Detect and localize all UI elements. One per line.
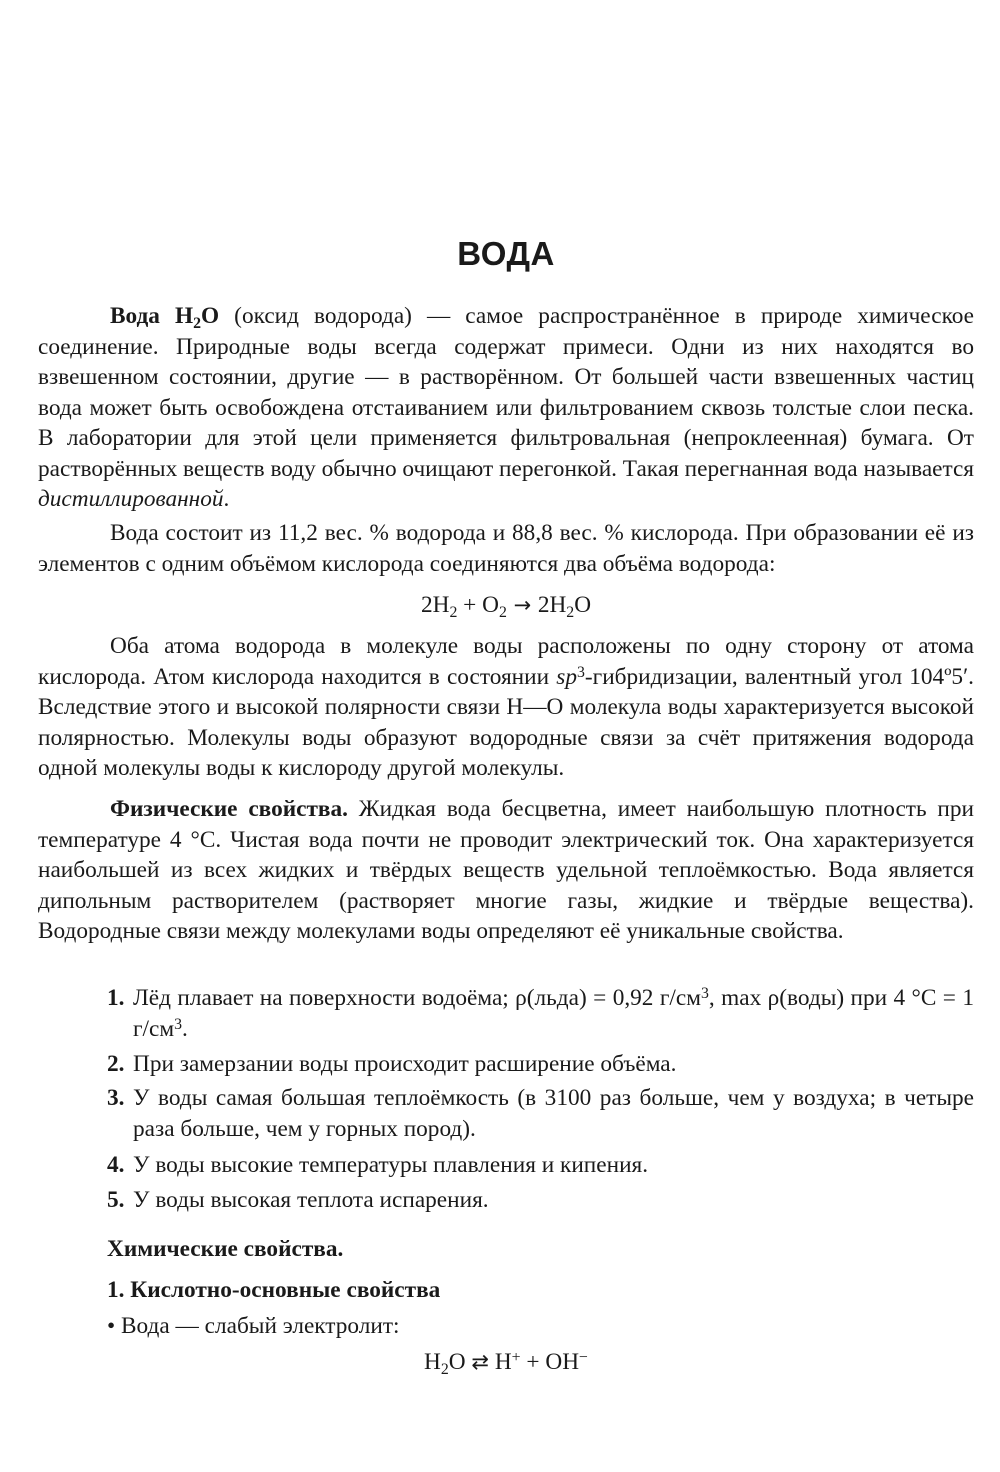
list-item: 4. У воды высокие температуры плавления и кипения. xyxy=(107,1152,649,1178)
page-title: ВОДА xyxy=(457,235,555,272)
paragraph-composition: Вода состоит из 11,2 вес. % водорода и 88,8 вес. % кислорода. При образовании её из элементов с одним объёмом кислорода соединяются два объёма водорода: xyxy=(38,520,974,577)
page xyxy=(38,0,974,1472)
list-item: 3. У воды самая большая теплоёмкость (в 3100 раз больше, чем у воздуха; в четыре раза больше, чем у горных пород). xyxy=(107,1085,974,1142)
physical-properties-heading: Физические свойства. xyxy=(110,796,348,822)
water-term: Вода H xyxy=(110,303,194,329)
reaction-arrow-icon: → xyxy=(506,593,538,617)
equilibrium-arrow-icon: ⇄ xyxy=(471,1350,489,1374)
acid-base-heading: 1. Кислотно-основные свойства xyxy=(107,1277,441,1303)
paragraph-structure: Оба атома водорода в молекуле воды расположены по одну сторону от атома кислорода. Атом кислорода находится в состоянии $sp^3$-гибридизации, валентный угол 104º5′. Вследствие этого и высокой полярности связи H—O молекула воды характеризуется высокой полярностью. Молекулы воды образуют водородные связи за счёт притяжения водорода одной молекулы воды к кислороду другой молекулы. xyxy=(38,633,974,781)
paragraph-intro: Вода $H_2O$ (оксид водорода) — самое распространённое в природе химическое соединение. Природные воды всегда содержат примеси. Одни из них находятся во взвешенном состоянии, другие — в растворённом. От большей части взвешенных частиц вода может быть освобождена отстаиванием или фильтрованием сквозь толстые слои песка. В лаборатории для этой цели применяется фильтровальная (непроклеенная) бумага. От растворённых веществ воду обычно очищают перегонкой. Такая перегнанная вода называется дистиллированной. xyxy=(38,303,975,512)
paragraph-physical: Физические свойства. Жидкая вода бесцветна, имеет наибольшую плотность при температуре 4 °С. Чистая вода почти не проводит электрический ток. Она характеризуется наибольшей из всех жидких и твёрдых веществ удельной теплоёмкостью. Вода является дипольным растворителем (растворяет многие газы, жидкие и твёрдые вещества). Водородные связи между молекулами воды определяют её уникальные свойства. xyxy=(38,796,974,944)
list-item: 2. При замерзании воды происходит расширение объёма. xyxy=(107,1051,677,1077)
equation-dissociation: $H_2O$ ⇄ H+ + OH− xyxy=(424,1348,588,1379)
bullet-item: • Вода — слабый электролит: xyxy=(107,1313,400,1339)
list-item: 1. Лёд плавает на поверхности водоёма; ρ(льда) = 0,92 $г/см^3$, max ρ(воды) при 4 °С = 1 $г/см^3$. xyxy=(107,984,974,1042)
list-item: 5. У воды высокая теплота испарения. xyxy=(107,1187,489,1213)
equation-formation: $2H_2 + O_2 \to 2H_2O$ xyxy=(420,592,592,622)
distilled-term: дистиллированной xyxy=(38,486,224,512)
chemical-properties-heading: Химические свойства. xyxy=(107,1236,344,1262)
